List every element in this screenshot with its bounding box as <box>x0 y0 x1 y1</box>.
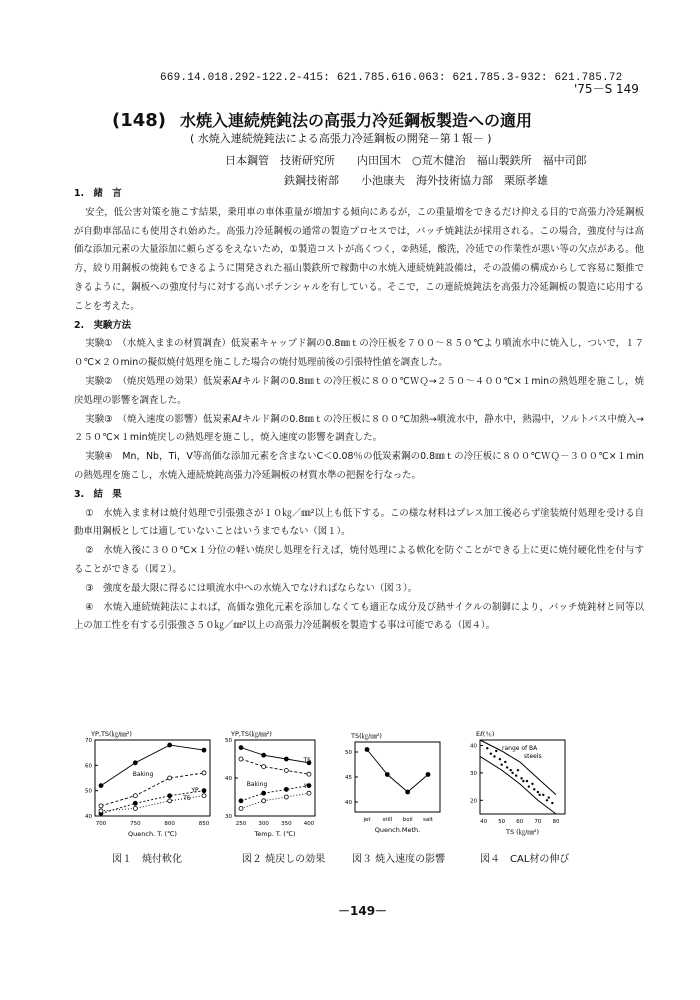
figure-4-data-point <box>504 761 506 763</box>
figure-3-caption: 図３ 焼入速度の影響 <box>352 854 446 865</box>
figure-1-data-point <box>202 748 206 752</box>
figure-4-band-label: range of BA <box>502 745 538 752</box>
paper-number: (148) <box>112 110 167 131</box>
paragraph-result-1: ① 水焼入まま材は焼付処理で引張強さが１０㎏／㎜²以上も低下する。この様な材料はプレス加工後必らず塗装焼付処理を受ける自動車用鋼板としては適していないことはいうまでもない（図１）。 <box>74 507 644 538</box>
section-heading-introduction: 1. 緒 言 <box>74 188 122 199</box>
figure-4-data-point <box>533 788 535 790</box>
figure-4-data-point <box>542 794 544 796</box>
figure-2-series-line <box>241 793 309 808</box>
figure-2-ytick-label: 50 <box>225 738 232 744</box>
figure-4-data-point <box>501 763 503 765</box>
paragraph-experiment-3: 実験③ （焼入速度の影響）低炭素Aℓキルド鋼の0.8㎜ｔの冷圧板に８００℃加熱→噴流水中，静水中，熱湯中，ソルトバス中焼入→２５０℃×１min焼戻しの熱処理を施こし，焼入速度の影響を調査した。 <box>74 413 644 444</box>
figure-1-note-ts: TS <box>183 795 191 802</box>
paragraph-experiment-2: 実験② （焼戻処理の効果）低炭素Aℓキルド鋼の0.8㎜ｔの冷圧板に８００℃ＷＱ→２５０～４００℃×１minの熱処理を施こし，焼戻処理の影響を調査した。 <box>74 375 644 406</box>
figure-1-ytick-label: 40 <box>85 814 92 820</box>
paper-code: '75－S 149 <box>574 82 639 96</box>
figure-2-xlabel: Temp. T. (℃) <box>254 830 296 838</box>
paragraph-result-3: ③ 強度を最大限に得るには噴流水中への水焼入でなければならない（図３）。 <box>85 582 418 594</box>
figure-4-data-point <box>537 791 539 793</box>
figure-4-data-point <box>490 753 492 755</box>
figure-4-data-point <box>515 774 517 776</box>
figure-1-data-point <box>133 794 137 798</box>
paragraph-experiment-1: 実験① （水焼入ままの材質調査）低炭素キャップド鋼の0.8㎜ｔの冷圧板を７００～８５０℃より噴流水中に焼入し，ついで，１７０℃×２０minの擬似焼付処理を施こした場合の焼付処理前後の引張特性値を調査した。 <box>74 338 644 369</box>
figure-1-data-point <box>168 794 172 798</box>
figure-3-ytick-label: 40 <box>345 800 352 806</box>
figure-4-data-point <box>520 777 522 779</box>
figure-4-data-point <box>551 802 553 804</box>
paragraph-experiment-4: 実験④ Mn，Nb，Ti，V等高価な添加元素を含まないC＜0.08％の低炭素鋼の0.8㎜ｔの冷圧板に８００℃ＷＱ－３００℃×１minの熱処理を施こし，水焼入連続焼鈍高張力冷延鋼板の材質水準の把握を行なった。 <box>74 451 644 481</box>
figure-1-ytick-label: 50 <box>85 788 92 795</box>
figure-4-data-point <box>522 780 524 782</box>
figure-4-xtick-label: 60 <box>516 819 524 825</box>
figure-3-data-point <box>365 748 369 752</box>
figure-2-data-point <box>262 753 266 757</box>
figure-3-xtick-label: boil <box>402 817 413 823</box>
figure-1-xtick-label: 800 <box>164 821 175 827</box>
figure-1-series-line <box>101 745 204 786</box>
paper-subtitle: ( 水焼入連続焼鈍法による高張力冷延鋼板の開発－第１報－ ) <box>190 132 492 145</box>
figure-3-series-line <box>367 750 428 793</box>
figure-2-data-point <box>307 791 311 795</box>
authors-line-1: 日本鋼管 技術研究所 内田国木 ○荒木健治 福山製鉄所 福中司郎 <box>225 154 587 167</box>
figure-1-note-baking: Baking <box>132 771 154 778</box>
figure-1-xtick-label: 850 <box>198 821 210 827</box>
figure-2-ytick-label: 40 <box>225 776 232 782</box>
figure-4-data-point <box>548 796 550 798</box>
figure-4-data-point <box>511 772 513 774</box>
paragraph-result-4: ④ 水焼入連続焼鈍法によれば，高価な強化元素を添加しなくても適正な成分及び熱サイクルの制御により，バッチ焼鈍材と同等以上の加工性を有する引張強さ５０㎏／㎜²以上の高張力冷延鋼板を製造する事は可能である（図４）。 <box>74 601 644 632</box>
figure-1-data-point <box>168 743 172 747</box>
figure-2-xtick-label: 400 <box>303 821 315 827</box>
figure-2-xtick-label: 300 <box>258 821 269 827</box>
figure-1-data-point <box>133 801 137 805</box>
page-number: －149－ <box>338 904 388 918</box>
figure-4-data-point <box>531 783 533 785</box>
figure-2-data-point <box>284 768 288 772</box>
figure-3-xlabel: Quench.Meth. <box>374 826 421 834</box>
figure-4-data-point <box>499 758 501 760</box>
figure-3-xtick-label: still <box>382 817 393 823</box>
figure-2-data-point <box>262 791 266 795</box>
figure-1-xlabel: Quench. T. (℃) <box>128 830 177 838</box>
figure-4-xtick-label: 40 <box>480 819 488 825</box>
figure-1-data-point <box>133 761 137 765</box>
figure-4-caption: 図４ CAL材の伸び <box>480 854 570 865</box>
figure-2-ylabel: YP,TS(㎏/㎜²) <box>231 730 272 738</box>
figure-4-data-point <box>506 766 508 768</box>
figure-3-xtick-label: salt <box>423 817 433 823</box>
figure-2-note-baking: Baking <box>246 781 268 788</box>
figure-4-xtick-label: 80 <box>552 819 560 825</box>
figure-1-data-point <box>133 806 137 810</box>
figure-2-frame <box>235 740 315 816</box>
figure-2-data-point <box>284 795 288 799</box>
figure-2-data-point <box>239 806 243 810</box>
figure-2-data-point <box>284 787 288 791</box>
figure-1-data-point <box>202 771 206 775</box>
figure-2-note-yp: YP <box>303 783 311 790</box>
figure-4-ytick-label: 20 <box>470 798 477 805</box>
figure-2-data-point <box>262 765 266 769</box>
figure-4-ylabel: Eℓ(％) <box>476 730 495 738</box>
figure-1-data-point <box>168 799 172 803</box>
section-heading-results: 3. 結 果 <box>74 488 122 500</box>
figure-2-data-point <box>307 772 311 776</box>
paragraph-introduction: 安全，低公害対策を施こす結果，乗用車の車体重量が増加する傾向にあるが，この重量増をできるだけ抑える目的で高張力冷延鋼板が自動車部品にも使用され始めた。高張力冷延鋼板の通常の製造プロセスでは，バッチ焼鈍法が採用される。この場合，強度付与は高価な添加元素の大量添加に頼らざるをえないため，①製造コストが高くつく，②熱延，酸洗，冷延での作業性が悪い等の欠点がある。他方，絞り用鋼板の焼鈍もできるように開発された福山製鉄所で稼動中の水焼入連続焼鈍設備は，その設備の構成からして容易に類推できるように，鋼板への強度付与に対する高いポテンシャルを有している。そこで，この連続焼鈍法を高張力冷延鋼板の製造に応用することを考えた。 <box>74 206 644 312</box>
figure-1-data-point <box>99 804 103 808</box>
paper-title-text: 水焼入連続焼鈍法の高張力冷延鋼板製造への適用 <box>180 111 533 130</box>
figure-2-ytick-label: 30 <box>225 814 232 820</box>
figure-3-data-point <box>385 773 389 777</box>
figure-1-data-point <box>202 789 206 793</box>
figure-4-data-point <box>546 799 548 801</box>
figure-1-note-yp: YP <box>191 787 199 794</box>
figure-4-band-label: steels <box>524 753 542 760</box>
figure-2-note-ts: TS <box>303 757 311 764</box>
figure-2-data-point <box>239 746 243 750</box>
figure-3-frame <box>355 742 440 812</box>
figure-1-ylabel: YP,TS(㎏/㎜²) <box>91 730 132 738</box>
figure-4-ytick-label: 40 <box>470 743 477 750</box>
figure-2-series-line <box>241 748 309 763</box>
figure-1-data-point <box>202 794 206 798</box>
figure-4-data-point <box>493 755 495 757</box>
figure-2-data-point <box>239 757 243 761</box>
figure-2-data-point <box>262 799 266 803</box>
figure-1-xtick-label: 750 <box>130 821 141 827</box>
figure-4-xtick-label: 50 <box>498 819 506 825</box>
figure-1-data-point <box>99 809 103 813</box>
figure-2-caption: 図２ 焼戻しの効果 <box>242 854 326 865</box>
figure-2-data-point <box>239 799 243 803</box>
figure-4-data-point <box>517 769 519 771</box>
figure-3-ytick-label: 45 <box>345 775 352 781</box>
section-heading-method: 2. 実験方法 <box>74 319 131 331</box>
figure-4-data-point <box>510 769 512 771</box>
figure-2-data-point <box>284 757 288 761</box>
authors-line-2: 鉄鋼技術部 小池康夫 海外技術協力部 栗原孝雄 <box>284 174 548 187</box>
paragraph-result-2: ② 水焼入後に３００℃×１分位の軽い焼戻し処理を行えば，焼付処理による軟化を防ぐことができる上に更に焼付硬化性を付与することができる（図２）。 <box>74 545 644 575</box>
figure-4-data-point <box>526 780 528 782</box>
figure-4-data-point <box>538 794 540 796</box>
figure-4-xlabel: TS (㎏/㎜²) <box>505 828 540 836</box>
udc-classification: 669.14.018.292-122.2-415: 621.785.616.063: 621.785.3-932: 621.785.72 <box>160 72 623 84</box>
figure-2-xtick-label: 250 <box>235 821 247 827</box>
figure-4-data-point <box>528 785 530 787</box>
figure-1-ytick-label: 70 <box>85 738 92 744</box>
figure-2-xtick-label: 350 <box>281 821 292 827</box>
figure-3-data-point <box>406 790 410 794</box>
figure-4-xtick-label: 70 <box>534 819 542 825</box>
figure-3-ytick-label: 50 <box>345 750 352 756</box>
figure-4-ytick-label: 30 <box>470 770 477 777</box>
figure-4-data-point <box>495 750 497 752</box>
figure-1-data-point <box>168 776 172 780</box>
figure-1-ytick-label: 60 <box>85 763 92 770</box>
figure-4-band-lower <box>480 756 556 814</box>
figure-1-caption: 図１ 焼付軟化 <box>112 854 182 865</box>
figure-1-xtick-label: 700 <box>95 821 107 827</box>
figure-3-data-point <box>426 773 430 777</box>
figure-1-data-point <box>99 784 103 788</box>
figure-3-xtick-label: jet <box>363 817 371 823</box>
figure-3-ylabel: TS(㎏/㎜²) <box>351 732 382 740</box>
figure-4-data-point <box>486 747 488 749</box>
